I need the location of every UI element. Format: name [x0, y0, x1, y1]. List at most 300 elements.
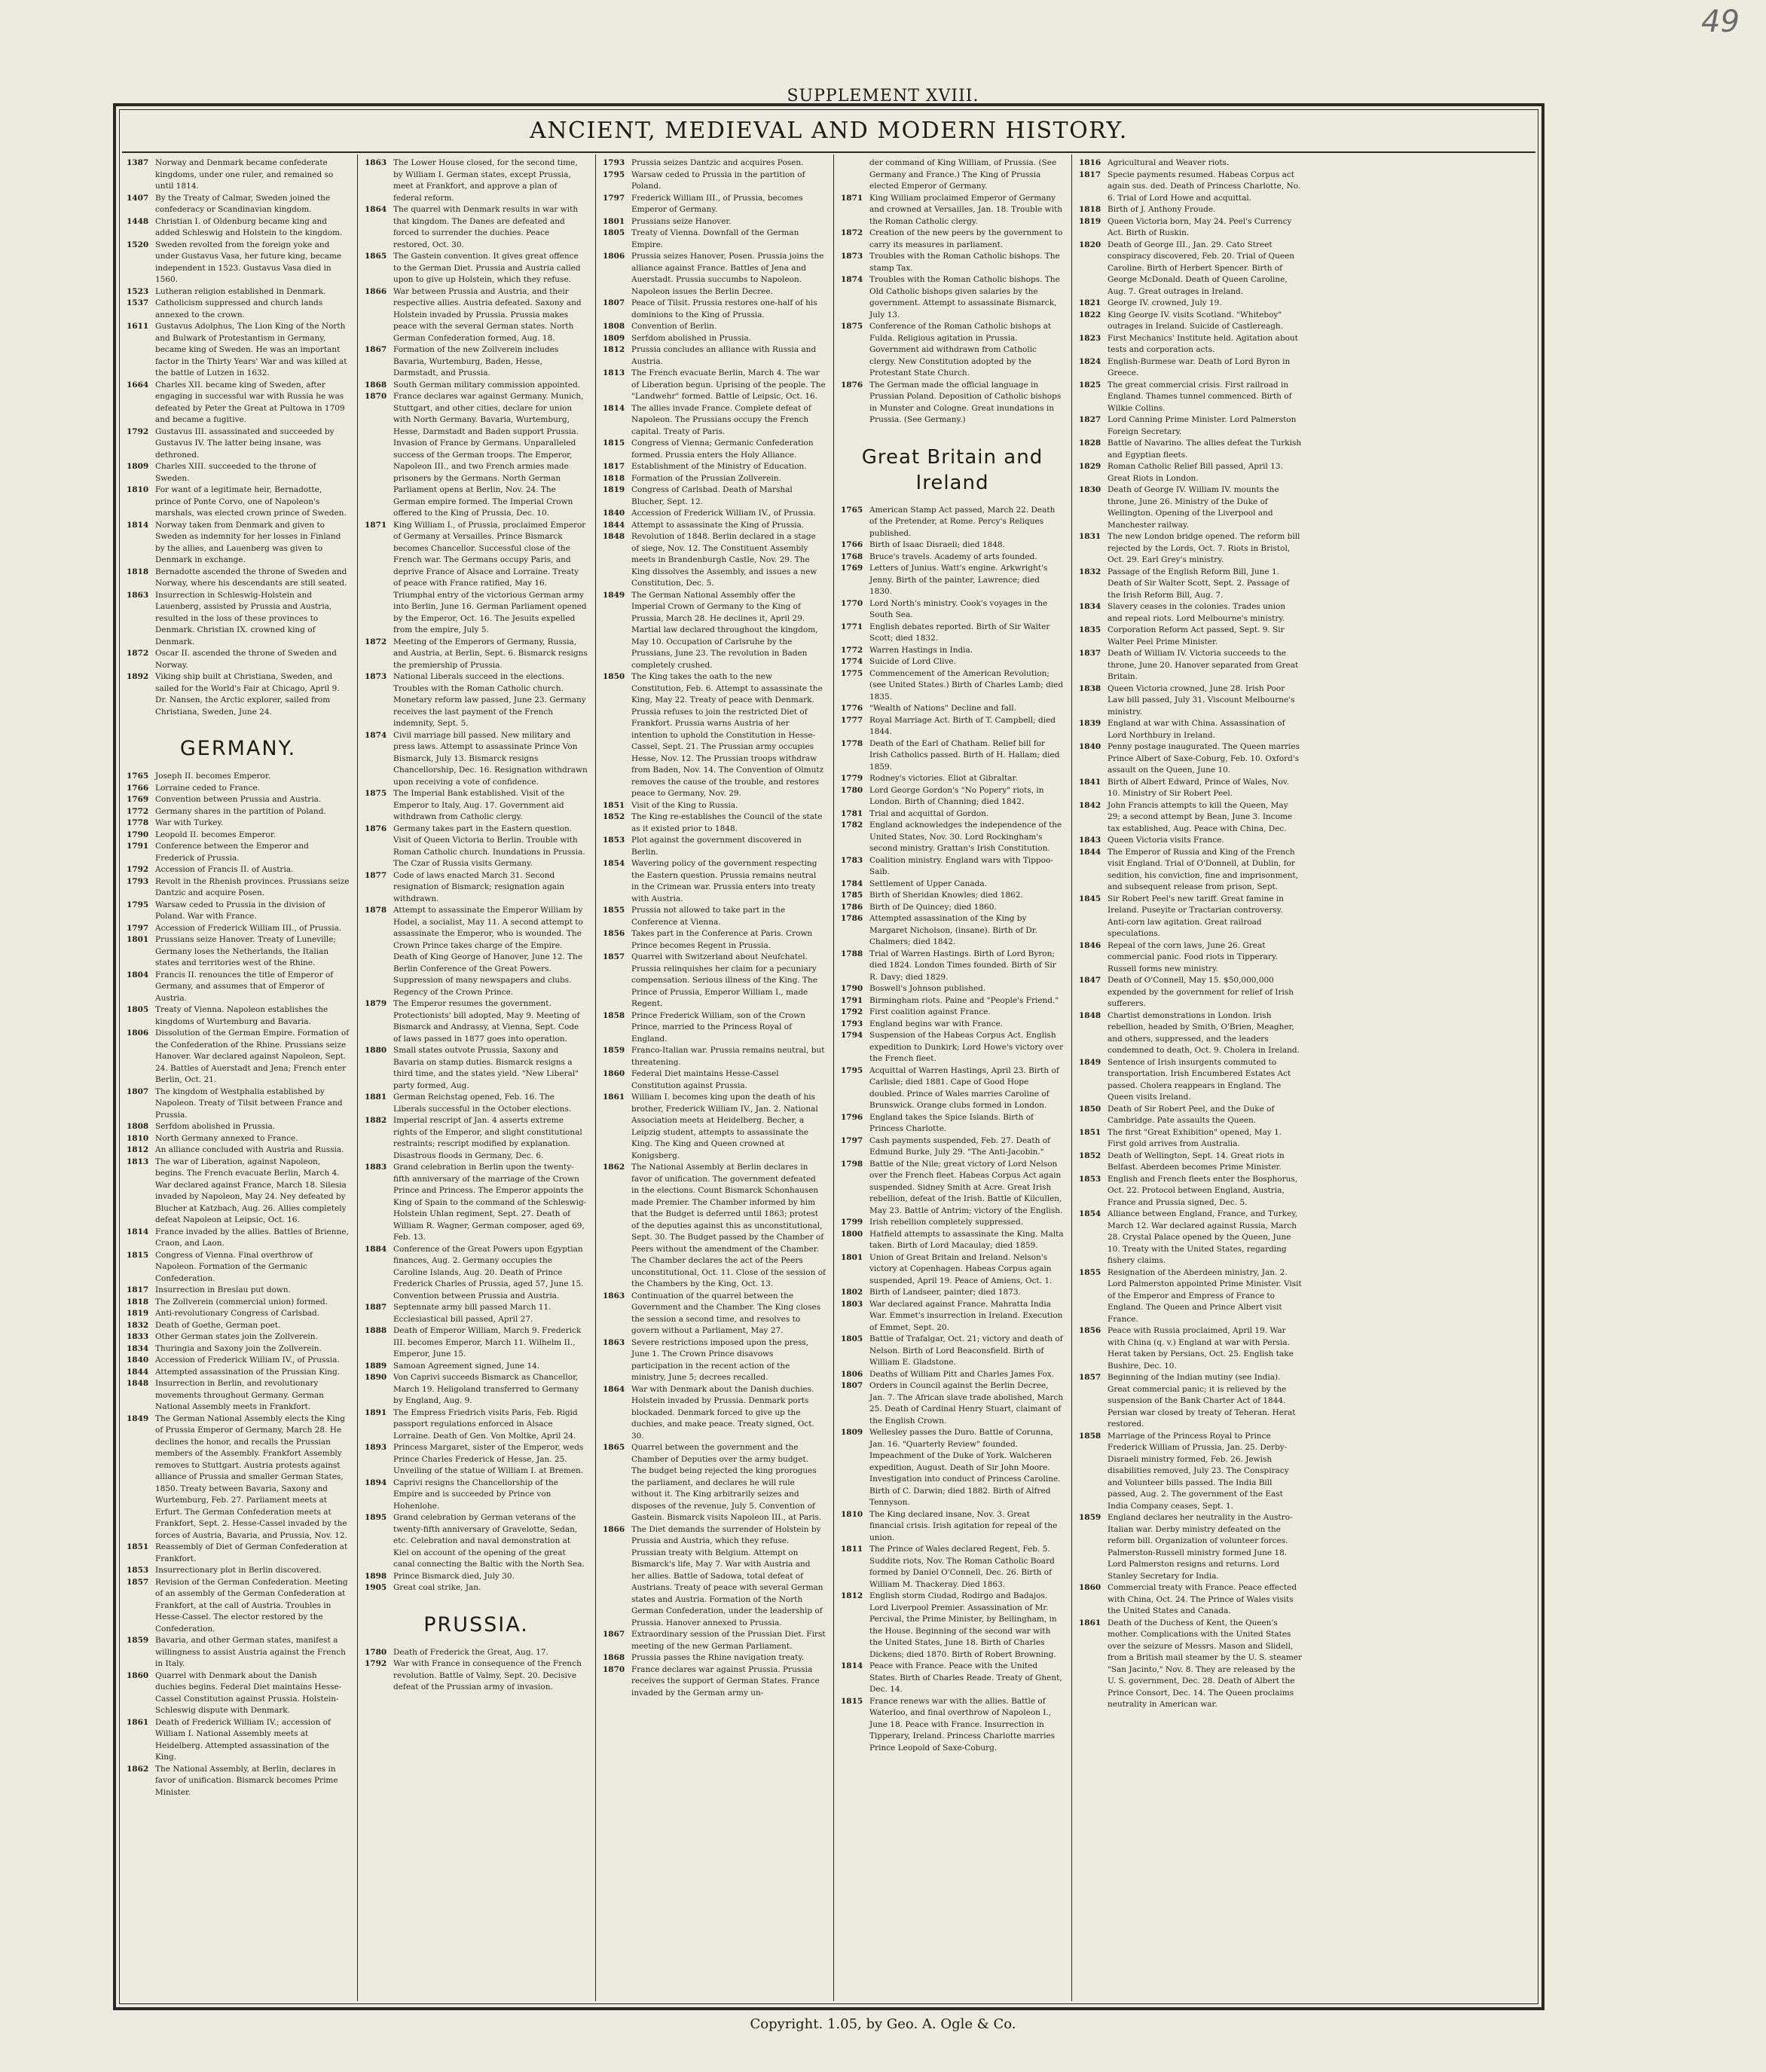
entry-year: 1793 — [841, 1019, 863, 1028]
entry-year: 1877 — [365, 870, 387, 880]
entry-year: 1861 — [1079, 1618, 1101, 1627]
entry-text: Chartist demonstrations in London. Irish rebellion, headed by Smith, O'Brien, Meagher, and others, suppressed, and the leaders condemned to death, Oct. 9. Cholera in Ireland. — [1108, 1010, 1300, 1055]
entry-text: Other German states join the Zollverein. — [155, 1332, 318, 1341]
entry-text: Revolution of 1848. Berlin declared in a stage of siege, Nov. 12. The Constituent Assembly meets in Brandenburgh Castle, Nov. 29. The King dissolves the Assembly, and issues a new Constitution, Dec. 5. — [631, 532, 817, 588]
history-entry — [365, 391, 588, 520]
history-entry — [841, 1380, 1064, 1427]
history-entry — [1079, 484, 1302, 531]
history-entry — [1079, 683, 1302, 719]
history-entry — [1079, 1267, 1302, 1326]
entry-text: Conference of the Roman Catholic bishops at Fulda. Religious agitation in Prussia. Government aid withdrawn from Catholic clergy. New Constitution adopted by the Protestant State Church. — [869, 322, 1052, 377]
entry-text: War between Prussia and Austria, and their respective allies. Austria defeated. Saxony and Holstein invaded by Prussia. Prussia makes peace with the several German states. North German Confederation formed, Aug. 18. — [393, 286, 582, 343]
entry-year: 1815 — [841, 1696, 863, 1706]
entry-year: 1851 — [1079, 1127, 1101, 1137]
history-entry — [127, 1157, 350, 1227]
history-entry — [127, 923, 350, 935]
history-entry — [841, 193, 1064, 228]
entry-year: 1812 — [841, 1591, 863, 1600]
entry-text: For want of a legitimate heir, Bernadotte, prince of Ponte Corvo, one of Napoleon's marshals, was elected crown prince of Sweden. — [155, 485, 347, 518]
history-entry — [603, 1384, 826, 1443]
entry-year: 1880 — [365, 1046, 387, 1055]
history-entry — [127, 806, 350, 818]
entry-text: Small states outvote Prussia, Saxony and Bavaria on stamp duties. Bismarck resigns a third time, and the states yield. "New Liberal" party formed, Aug. — [393, 1046, 579, 1090]
history-entry — [127, 157, 350, 193]
entry-year: 1806 — [127, 1028, 149, 1038]
entry-text: Frederick William III., of Prussia, becomes Emperor of Germany. — [631, 193, 803, 214]
entry-year: 1801 — [603, 216, 625, 226]
entry-text: King George IV. visits Scotland. "Whiteboy" outrages in Ireland. Suicide of Castlereagh. — [1108, 310, 1284, 331]
history-entry — [1079, 1512, 1302, 1582]
entry-year: 1866 — [365, 286, 387, 296]
history-entry — [603, 928, 826, 952]
entry-year: 1809 — [127, 462, 149, 471]
entry-text: Royal Marriage Act. Birth of T. Campbell; died 1844. — [869, 715, 1056, 736]
entry-year: 1828 — [1079, 439, 1101, 448]
history-entry — [1079, 1209, 1302, 1267]
entry-text: Serfdom abolished in Prussia. — [155, 1122, 276, 1131]
history-entry — [841, 505, 1064, 540]
history-entry — [841, 380, 1064, 426]
history-entry — [127, 771, 350, 783]
entry-year: 1838 — [1079, 683, 1101, 693]
history-entry — [841, 668, 1064, 704]
entry-text: Wellesley passes the Duro. Battle of Corunna, Jan. 16. "Quarterly Review" founded. Impeachment of the Duke of York. Walcheren expedition, August. Death of Sir John Moore. Investigation into conduct of Princess Caroline. Birth of C. Darwin; died 1882. Birth of Alfred Tennyson. — [869, 1428, 1061, 1507]
history-entry — [1079, 333, 1302, 356]
entry-year: 1830 — [1079, 485, 1101, 494]
entry-text: Conference of the Great Powers upon Egyptian finances, Aug. 2. Germany occupies the Caroline Islands, Aug. 20. Death of Prince Frederick Charles of Prussia, aged 57, June 15. Convention between Prussia and Austria. — [393, 1244, 584, 1300]
entry-year: 1798 — [841, 1159, 863, 1169]
entry-text: Irish rebellion completely suppressed. — [869, 1218, 1024, 1227]
history-entry — [603, 473, 826, 485]
entry-text: War with Turkey. — [155, 818, 224, 827]
history-entry — [127, 1320, 350, 1332]
entry-year: 1844 — [127, 1367, 149, 1377]
entry-year: 1882 — [365, 1116, 387, 1125]
entry-text: Viking ship built at Christiana, Sweden, and sailed for the World's Fair at Chicago, April 9. Dr. Nansen, the Arctic explorer, sailed from Christiana, Sweden, June 24. — [155, 672, 340, 717]
history-entry — [127, 783, 350, 795]
entry-year: 1664 — [127, 380, 149, 390]
entry-text: Treaty of Vienna. Downfall of the German Empire. — [631, 228, 799, 249]
entry-year: 1905 — [365, 1583, 387, 1592]
entry-year: 1892 — [127, 672, 149, 681]
entry-year: 1840 — [127, 1355, 149, 1365]
history-entry — [1079, 356, 1302, 380]
title-divider — [122, 151, 1535, 153]
entry-text: Death of Goethe, German poet. — [155, 1320, 281, 1330]
history-entry — [603, 811, 826, 835]
entry-year: 1842 — [1079, 800, 1101, 810]
entry-text: War with France in consequence of the French revolution. Battle of Valmy, Sept. 20. Decisive defeat of the Prussian army of invasion. — [393, 1659, 582, 1692]
entry-text: Caprivi resigns the Chancellorship of the Empire and is succeeded by Prince von Hohenlohe. — [393, 1478, 559, 1511]
column-5 — [1079, 157, 1302, 2007]
history-entry — [841, 228, 1064, 251]
entry-text: The war of Liberation, against Napoleon, begins. The French evacuate Berlin, March 4. War declared against France, March 18. Silesia invaded by Napoleon, May 24. Ney defeated by Blucher at Katzbach, Aug. 26. Allies completely defeat Napoleon at Leipsic, Oct. 16. — [155, 1157, 347, 1224]
entry-text: France invaded by the allies. Battles of Brienne, Craon, and Laon. — [155, 1227, 349, 1248]
entry-year: 1819 — [127, 1309, 149, 1318]
history-entry — [603, 520, 826, 532]
history-entry — [1079, 975, 1302, 1010]
history-entry — [127, 1308, 350, 1320]
entry-year: 1817 — [1079, 170, 1101, 179]
entry-year: 1856 — [1079, 1326, 1101, 1335]
history-entry — [1079, 777, 1302, 800]
entry-text: The Emperor of Russia and King of the French visit England. Trial of O'Donnell, at Dublin, for sedition, his conviction, fine and imprisonment, and subsequent release from prison, Sept. — [1108, 847, 1299, 891]
history-entry — [841, 157, 1064, 193]
entry-text: German Reichstag opened, Feb. 16. The Liberals successful in the October elections. — [393, 1093, 572, 1114]
entry-year: 1893 — [365, 1443, 387, 1452]
history-entry — [603, 216, 826, 228]
entry-text: Oscar II. ascended the throne of Sweden and Norway. — [155, 649, 337, 670]
entry-year: 1835 — [1079, 625, 1101, 634]
history-entry — [365, 520, 588, 637]
history-entry — [127, 841, 350, 864]
entry-text: Commercial treaty with France. Peace effected with China, Oct. 24. The Prince of Wales visits the United States and Canada. — [1108, 1583, 1297, 1615]
entry-text: Gustavus Adolphus, The Lion King of the North and Bulwark of Protestantism in Germany, became king of Sweden. He was an important factor in the Thirty Years' War and was killed at the battle of Lutzen in 1632. — [155, 322, 347, 377]
history-entry — [841, 552, 1064, 564]
entry-text: Attempted assassination of the Prussian King. — [155, 1367, 341, 1377]
entry-text: Great coal strike, Jan. — [393, 1583, 481, 1592]
history-entry — [841, 274, 1064, 321]
entry-year: 1841 — [1079, 777, 1101, 787]
history-entry — [603, 228, 826, 251]
entry-year: 1859 — [603, 1046, 625, 1055]
entry-year: 1770 — [841, 598, 863, 608]
history-entry — [1079, 170, 1302, 205]
history-entry — [1079, 601, 1302, 625]
history-entry — [1079, 1372, 1302, 1431]
entry-year: 1805 — [127, 1005, 149, 1014]
entry-text: Insurrection in Schleswig-Holstein and Lauenberg, assisted by Prussia and Austria, resulted in the loss of these provinces to Denmark. Christian IX. crowned king of Denmark. — [155, 590, 332, 646]
entry-year: 1851 — [127, 1542, 149, 1551]
history-entry — [603, 1652, 826, 1664]
entry-year: 1807 — [127, 1086, 149, 1096]
entry-year: 1793 — [127, 876, 149, 886]
entry-text: Insurrection in Berlin, and revolutionary movements throughout Germany. German National Assembly meets in Frankfort. — [155, 1379, 324, 1411]
entry-text: Birth of J. Anthony Froude. — [1108, 205, 1216, 214]
history-entry — [603, 671, 826, 800]
history-entry — [1079, 741, 1302, 777]
history-entry — [841, 1661, 1064, 1696]
entry-year: 1855 — [603, 906, 625, 915]
entry-year: 1818 — [127, 1297, 149, 1306]
entry-text: Charles XII. became king of Sweden, after engaging in successful war with Russia he was defeated by Peter the Great at Pultowa in 1709 and became a fugitive. — [155, 380, 345, 424]
entry-text: Congress of Vienna. Final overthrow of Napoleon. Formation of the Germanic Confederation. — [155, 1250, 313, 1283]
history-entry — [841, 1591, 1064, 1661]
entry-text: Coalition ministry. England wars with Tippoo-Saib. — [869, 855, 1053, 876]
history-entry — [841, 785, 1064, 808]
entry-year: 1797 — [603, 193, 625, 203]
entry-year: 1537 — [127, 298, 149, 307]
section-heading: Great Britain and Ireland — [861, 445, 1043, 494]
entry-year: 1873 — [365, 672, 387, 681]
history-entry — [365, 1244, 588, 1303]
entry-year: 1887 — [365, 1303, 387, 1312]
entry-year: 1771 — [841, 622, 863, 631]
history-entry — [841, 855, 1064, 879]
entry-year: 1814 — [127, 1227, 149, 1236]
history-entry — [365, 1325, 588, 1361]
page-number: 49 — [1701, 5, 1740, 39]
entry-text: Sweden revolted from the foreign yoke and under Gustavus Vasa, her future king, became independent in 1523. Gustavus Vasa died in 1560. — [155, 240, 342, 284]
history-entry — [841, 645, 1064, 657]
entry-year: 1846 — [1079, 940, 1101, 950]
history-entry — [603, 1291, 826, 1337]
entry-text: John Francis attempts to kill the Queen, May 29; a second attempt by Bean, June 3. Income tax established, Aug. Peace with China, Dec. — [1108, 800, 1293, 833]
entry-text: Prussia seizes Hanover, Posen. Prussia joins the alliance against France. Battles of Jena and Auerstadt. Prussia succumbs to Napoleon. Napoleon issues the Berlin Decree. — [631, 252, 824, 296]
entry-year: 1857 — [603, 952, 625, 961]
history-entry — [603, 858, 826, 905]
history-entry — [603, 1442, 826, 1524]
entry-text: Birth of Sheridan Knowles; died 1862. — [869, 891, 1023, 900]
history-entry — [603, 1068, 826, 1092]
entry-year: 1891 — [365, 1407, 387, 1417]
history-entry — [127, 794, 350, 806]
history-entry — [127, 216, 350, 240]
entry-year: 1776 — [841, 704, 863, 713]
entry-year: 1840 — [1079, 742, 1101, 751]
entry-year: 1883 — [365, 1163, 387, 1172]
history-entry — [127, 671, 350, 718]
history-entry — [365, 1407, 588, 1443]
history-entry — [603, 800, 826, 812]
history-entry — [1079, 204, 1302, 216]
entry-year: 1793 — [603, 158, 625, 167]
entry-text: The Empress Friedrich visits Paris, Feb. Rigid passport regulations enforced in Alsace Lorraine. Death of Gen. Von Moltke, April 24. — [393, 1407, 578, 1441]
entry-year: 1850 — [603, 672, 625, 681]
entry-text: Suspension of the Habeas Corpus Act. English expedition to Dunkirk; Lord Howe's victory over the French fleet. — [869, 1031, 1064, 1063]
entry-text: Establishment of the Ministry of Education. — [631, 462, 807, 471]
history-entry — [841, 1252, 1064, 1288]
entry-year: 1797 — [841, 1135, 863, 1145]
history-entry — [841, 738, 1064, 774]
entry-text: Birth of Isaac Disraeli; died 1848. — [869, 540, 1005, 549]
history-entry — [127, 484, 350, 520]
entry-text: Anti-revolutionary Congress of Carlsbad. — [155, 1309, 320, 1318]
entry-text: Germany shares in the partition of Poland. — [155, 806, 326, 816]
entry-text: The King re-establishes the Council of the state as it existed prior to 1848. — [631, 812, 823, 833]
history-entry — [1079, 298, 1302, 310]
entry-year: 1867 — [365, 345, 387, 354]
entry-text: Death of George III., Jan. 29. Cato Street conspiracy discovered, Feb. 20. Trial of Queen Caroline. Birth of Herbert Spencer. Birth of George McDonald. Death of Queen Caroline, Aug. 7. Great outrages in Ireland. — [1108, 240, 1295, 296]
entry-text: England begins war with France. — [869, 1019, 1004, 1028]
history-entry — [841, 598, 1064, 622]
history-entry — [127, 1378, 350, 1413]
entry-year: 1844 — [603, 520, 625, 530]
entry-year: 1852 — [603, 812, 625, 821]
entry-text: Quarrel with Denmark about the Danish duchies begins. Federal Diet maintains Hesse-Cassel Constitution against Prussia. Holstein-Schleswig dispute with Denmark. — [155, 1670, 342, 1715]
entry-year: 1772 — [841, 645, 863, 655]
history-entry — [365, 1571, 588, 1583]
history-entry — [365, 1658, 588, 1694]
entry-text: Beginning of the Indian mutiny (see India). Great commercial panic; it is relieved by the suspension of the Bank Charter Act of 1844. Persian war closed by treaty of Teheran. Herat restored. — [1108, 1373, 1296, 1429]
history-entry — [1079, 567, 1302, 602]
entry-year: 1872 — [841, 228, 863, 237]
history-entry — [127, 567, 350, 590]
entry-year: 1831 — [1079, 532, 1101, 541]
entry-text: Death of Emperor William, March 9. Frederick III. becomes Emperor, March 11. Wilhelm II., Emperor, June 15. — [393, 1326, 582, 1358]
entry-year: 1807 — [603, 298, 625, 307]
entry-text: Germany takes part in the Eastern question. Visit of Queen Victoria to Berlin. Trouble with Roman Catholic church. Inundations in Prussia. The Czar of Russia visits Germany. — [393, 824, 585, 868]
history-entry — [841, 1299, 1064, 1334]
entry-year: 1875 — [365, 789, 387, 798]
entry-text: Suicide of Lord Clive. — [869, 657, 956, 666]
history-entry — [1079, 940, 1302, 976]
entry-text: Penny postage inaugurated. The Queen marries Prince Albert of Saxe-Coburg, Feb. 10. Oxford's assault on the Queen, June 10. — [1108, 742, 1300, 775]
column-divider — [357, 154, 358, 2001]
entry-year: 1809 — [841, 1428, 863, 1437]
entry-text: Charles XIII. succeeded to the throne of Sweden. — [155, 462, 316, 483]
entry-text: The quarrel with Denmark results in war with that kingdom. The Danes are defeated and forced to surrender the duchies. Peace restored, Oct. 30. — [393, 205, 579, 249]
entry-year: 1766 — [127, 783, 149, 793]
history-entry — [1079, 461, 1302, 484]
entry-year: 1858 — [1079, 1431, 1101, 1441]
entry-year: 1823 — [1079, 333, 1101, 343]
history-entry — [1079, 800, 1302, 836]
history-entry — [841, 1229, 1064, 1252]
entry-year: 1815 — [603, 439, 625, 448]
entry-text: Extraordinary session of the Prussian Diet. First meeting of the new German Parliament. — [631, 1630, 826, 1651]
entry-text: Prince Frederick William, son of the Crown Prince, married to the Princess Royal of England. — [631, 1010, 805, 1044]
history-entry — [365, 1115, 588, 1162]
entry-text: Agricultural and Weaver riots. — [1108, 158, 1230, 167]
entry-year: 1797 — [127, 923, 149, 933]
entry-text: Marriage of the Princess Royal to Prince Frederick William of Prussia, Jan. 25. Derby-Disraeli ministry formed, Feb. 26. Jewish disabilities removed, July 23. The Conspiracy and Volunteer bills passed. The India Bill passed, Aug. 2. The government of the East India Company ceases, Sept. 1. — [1108, 1431, 1289, 1511]
entry-text: Death of O'Connell, May 15. $50,000,000 expended by the government for relief of Irish sufferers. — [1108, 976, 1294, 1008]
history-entry — [841, 890, 1064, 902]
history-entry — [1079, 1582, 1302, 1618]
history-entry — [365, 671, 588, 730]
entry-year: 1801 — [841, 1252, 863, 1262]
entry-year: 1849 — [1079, 1057, 1101, 1067]
entry-text: "Wealth of Nations" Decline and fall. — [869, 704, 1016, 713]
entry-year: 1769 — [841, 564, 863, 573]
history-entry — [603, 590, 826, 672]
column-divider — [1071, 154, 1072, 2001]
entry-text: The allies invade France. Complete defeat of Napoleon. The Prussians occupy the French capital. Treaty of Paris. — [631, 403, 811, 436]
entry-text: English debates reported. Birth of Sir Walter Scott; died 1832. — [869, 622, 1050, 643]
entry-year: 1768 — [841, 552, 863, 561]
entry-year: 1857 — [127, 1577, 149, 1587]
entry-year: 1852 — [1079, 1151, 1101, 1160]
entry-text: Congress of Carlsbad. Death of Marshal Blucher, Sept. 12. — [631, 485, 793, 506]
history-entry — [365, 1045, 588, 1092]
entry-text: Peace of Tilsit. Prussia restores one-half of his dominions to the King of Prussia. — [631, 298, 817, 319]
history-entry — [365, 1162, 588, 1244]
entry-year: 1871 — [841, 193, 863, 203]
entry-year: 1848 — [603, 532, 625, 541]
entry-year: 1810 — [127, 485, 149, 494]
entry-year: 1802 — [841, 1288, 863, 1297]
entry-year: 1783 — [841, 855, 863, 865]
entry-text: The Diet demands the surrender of Holstein by Prussia and Austria, which they refuse. Prussian treaty with Belgium. Attempt on Bismarck's life, May 7. War with Austria and her allies. Battle of Sadowa, total defeat of Austrians. Treaty of peace with several German states and Austria. Formation of the North German Confederation, under the leadership of Prussia. Hanover annexed to Prussia. — [631, 1524, 823, 1627]
history-entry — [365, 788, 588, 824]
entry-text: The Emperor resumes the government. Protectionists' bill adopted, May 9. Meeting of Bismarck and Andrassy, at Vienna, Sept. Code of laws passed in 1877 goes into operation. — [393, 999, 580, 1044]
entry-year: 1814 — [603, 403, 625, 413]
entry-text: First Mechanics' Institute held. Agitation about tests and corporation acts. — [1108, 333, 1298, 354]
entry-year: 1810 — [841, 1509, 863, 1519]
history-entry — [841, 1509, 1064, 1545]
history-entry — [1079, 157, 1302, 170]
entry-text: Prussians seize Hanover. — [631, 216, 732, 226]
entry-year: 1860 — [127, 1670, 149, 1680]
entry-text: Death of Sir Robert Peel, and the Duke of Cambridge. Pate assaults the Queen. — [1108, 1104, 1275, 1125]
entry-year: 1866 — [603, 1524, 625, 1534]
entry-text: Lord Canning Prime Minister. Lord Palmerston Foreign Secretary. — [1108, 415, 1297, 436]
history-entry — [127, 900, 350, 923]
entry-text: Warsaw ceded to Prussia in the partition of Poland. — [631, 170, 805, 191]
entry-year: 1879 — [365, 999, 387, 1008]
history-entry — [841, 1019, 1064, 1031]
history-entry — [841, 1112, 1064, 1135]
entry-year: 1778 — [841, 738, 863, 748]
entry-text: Reassembly of Diet of German Confederation at Frankfort. — [155, 1542, 348, 1563]
history-entry — [603, 333, 826, 345]
entry-text: Peace with Russia proclaimed, April 19. War with China (q. v.) England at war with Persia. Herat taken by Persians, Oct. 25. English take Bushire, Dec. 10. — [1108, 1326, 1294, 1371]
history-entry — [603, 438, 826, 461]
entry-text: Union of Great Britain and Ireland. Nelson's victory at Copenhagen. Habeas Corpus again suspended, April 19. Peace of Amiens, Oct. 1. — [869, 1252, 1053, 1285]
entry-year: 1813 — [127, 1157, 149, 1166]
entry-year: 1854 — [603, 859, 625, 868]
entry-year: 1871 — [365, 520, 387, 530]
history-entry — [127, 1565, 350, 1577]
entry-text: Trial of Warren Hastings. Birth of Lord Byron; died 1824. London Times founded. Birth of Sir R. Davy; died 1829. — [869, 949, 1056, 982]
history-entry — [841, 563, 1064, 598]
entry-year: 1777 — [841, 715, 863, 725]
history-entry — [1079, 1127, 1302, 1151]
history-entry — [365, 1442, 588, 1478]
entry-text: England takes the Spice Islands. Birth of Princess Charlotte. — [869, 1112, 1034, 1133]
entry-text: Leopold II. becomes Emperor. — [155, 830, 277, 839]
entry-text: France declares war against Germany. Munich, Stuttgart, and other cities, declare for union with North Germany. Bavaria, Wurtemburg, Hesse, Darmstadt and Baden support Prussia. Invasion of France by Germans. Unparalleled success of the German troops. The Emperor, Napoleon III., and two French armies made prisoners by the Germans. North German Parliament opens at Berlin, Nov. 24. The German empire formed. The Imperial Crown offered to the King of Prussia, Dec. 10. — [393, 392, 584, 518]
history-entry — [841, 656, 1064, 668]
copyright-notice: Copyright. 1.05, by Geo. A. Ogle & Co. — [750, 2016, 1016, 2032]
history-entry — [127, 1144, 350, 1157]
entry-text: Convention of Berlin. — [631, 322, 717, 331]
entry-year: 1827 — [1079, 415, 1101, 424]
entry-year: 1811 — [841, 1545, 863, 1554]
entry-year: 1786 — [841, 902, 863, 912]
history-entry — [603, 298, 826, 321]
entry-year: 1817 — [603, 462, 625, 471]
entry-text: By the Treaty of Calmar, Sweden joined the confederacy or Scandinavian kingdom. — [155, 193, 331, 214]
entry-text: Lorraine ceded to France. — [155, 783, 260, 793]
entry-text: Insurrection in Breslau put down. — [155, 1285, 291, 1294]
entry-text: North Germany annexed to France. — [155, 1133, 298, 1143]
entry-text: Bruce's travels. Academy of arts founded. — [869, 552, 1037, 561]
entry-year: 1805 — [603, 228, 625, 237]
entry-text: The National Assembly at Berlin declares in favor of unification. The government defeated in the elections. Count Bismarck Schonhausen made Premier. The Chamber informed by him that the Budget is deferred until 1863; protest of the deputies against this as unconstitutional, Sept. 30. The Budget passed by the Chamber of Peers without the amendment of the Chamber. The Chamber declares the act of the Peers unconstitutional, Oct. 11. Close of the session of the Chambers by the King, Oct. 13. — [631, 1163, 826, 1288]
history-entry — [127, 1670, 350, 1717]
entry-text: The King declared insane, Nov. 3. Great financial crisis. Irish agitation for repeal of the union. — [869, 1509, 1058, 1542]
entry-text: Bavaria, and other German states, manifest a willingness to assist Austria against the French in Italy. — [155, 1636, 346, 1668]
entry-year: 1794 — [841, 1031, 863, 1040]
entry-text: Lutheran religion established in Denmark. — [155, 286, 326, 296]
entry-year: 1898 — [365, 1571, 387, 1581]
entry-text: Lord North's ministry. Cook's voyages in the South Sea. — [869, 598, 1048, 619]
entry-text: Attempt to assassinate the Emperor William by Hodel, a socialist, May 11. A second attempt to assassinate the Emperor, who is wounded. The Crown Prince takes charge of the Empire. Death of King George of Hanover, June 12. The Berlin Conference of the Great Powers. Suppression of many newspapers and clubs. Regency of the Crown Prince. — [393, 906, 583, 997]
history-entry — [127, 286, 350, 298]
history-entry — [1079, 1431, 1302, 1513]
entry-text: Rodney's victories. Eliot at Gibraltar. — [869, 774, 1018, 783]
entry-year: 1780 — [365, 1647, 387, 1657]
entry-text: Norway and Denmark became confederate kingdoms, under one ruler, and remained so until 1814. — [155, 158, 334, 191]
entry-text: Birmingham riots. Paine and "People's Friend." — [869, 995, 1059, 1005]
entry-year: 1792 — [365, 1659, 387, 1668]
entry-text: Grand celebration by German veterans of the twenty-fifth anniversary of Gravelotte, Sedan, etc. Celebration and naval demonstration at Kiel on account of the opening of the great canal connecting the Baltic with the North Sea. — [393, 1513, 585, 1569]
entry-text: Alliance between England, France, and Turkey, March 12. War declared against Russia, March 28. Crystal Palace opened by the Queen, June 10. Treaty with the United States, regarding fishery claims. — [1108, 1209, 1298, 1265]
entry-year: 1765 — [127, 772, 149, 781]
entry-text: The German National Assembly elects the King of Prussia Emperor of Germany, March 28. He declines the honor, and recalls the Prussian members of the Assembly. Frankfort Assembly removes to Stuttgart. Austria protests against alliance of Prussia and smaller German States, 1850. Treaty between Bavaria, Saxony and Wurtemburg, Feb. 27. Parliament meets at Erfurt. The German Confederation meets at Frankfort, Sept. 2. Hesse-Cassel invaded by the forces of Austria, Bavaria, and Prussia, Nov. 12. — [155, 1413, 347, 1540]
